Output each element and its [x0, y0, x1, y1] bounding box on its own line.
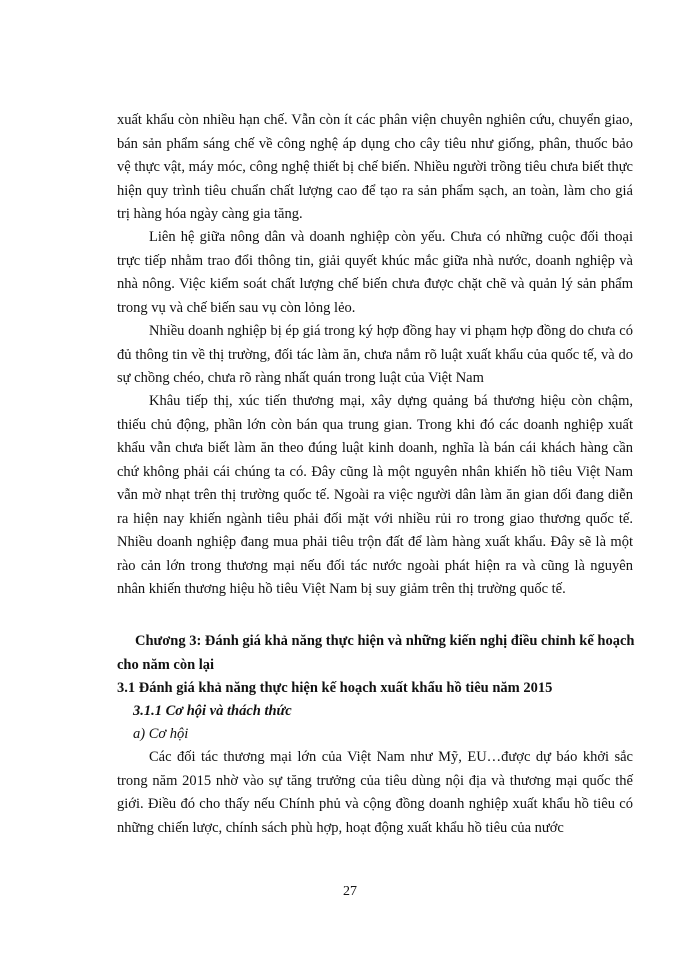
paragraph-1: xuất khẩu còn nhiều hạn chế. Vẫn còn ít các phân viện chuyên nghiên cứu, chuyển giao, bán sản phẩm sáng chế về công nghệ áp dụng cho cây tiêu như giống, phân, thuốc bảo vệ thực vật, máy móc, công nghệ thiết bị chế biến. Nhiều người trồng tiêu chưa biết thực hiện quy trình tiêu chuẩn chất lượng cao để tạo ra sản phẩm sạch, an toàn, làm cho giá trị hàng hóa ngày càng gia tăng.: [117, 112, 633, 222]
paragraph-3: Nhiều doanh nghiệp bị ép giá trong ký hợp đồng hay vi phạm hợp đồng do chưa có đủ thông tin về thị trường, đối tác làm ăn, chưa nắm rõ luật xuất khẩu của quốc tế, và do sự chồng chéo, chưa rõ ràng nhất quán trong luật của Việt Nam: [117, 323, 633, 386]
paragraph-5: Các đối tác thương mại lớn của Việt Nam như Mỹ, EU…được dự báo khởi sắc trong năm 2015 nhờ vào sự tăng trưởng của tiêu dùng nội địa và thương mại quốc thế giới. Điều đó cho thấy nếu Chính phủ và cộng đồng doanh nghiệp xuất khẩu hồ tiêu có những chiến lược, chính sách phù hợp, hoạt động xuất khẩu hồ tiêu của nước: [117, 749, 633, 836]
item-label: a) Cơ hội: [133, 726, 189, 742]
chapter-heading: Chương 3: Đánh giá khả năng thực hiện và những kiến nghị điều chỉnh kế hoạch cho năm còn lại: [117, 633, 635, 673]
subsection-heading: 3.1.1 Cơ hội và thách thức: [133, 703, 292, 719]
paragraph-4: Khâu tiếp thị, xúc tiến thương mại, xây dựng quảng bá thương hiệu còn chậm, thiếu chủ động, phần lớn còn bán qua trung gian. Trong khi đó các doanh nghiệp xuất khẩu vẫn chưa biết làm ăn theo đúng luật kinh doanh, nghĩa là bán cái khách hàng cần chứ không phải cái chúng ta có. Đây cũng là một nguyên nhân khiến hồ tiêu Việt Nam vẫn mờ nhạt trên thị trường quốc tế. Ngoài ra việc người dân làm ăn gian dối đang diễn ra hiện nay khiến ngành tiêu phải đối mặt với nhiều rủi ro trong giao thương quốc tế. Nhiều doanh nghiệp đang mua phải tiêu trộn đất để làm hàng xuất khẩu. Đây sẽ là một rào cản lớn trong thương mại nếu đối tác nước ngoài phát hiện ra và cũng là nguyên nhân khiến thương hiệu hồ tiêu Việt Nam bị suy giảm trên thị trường quốc tế.: [117, 393, 633, 597]
paragraph-2: Liên hệ giữa nông dân và doanh nghiệp còn yếu. Chưa có những cuộc đối thoại trực tiếp nhằm trao đổi thông tin, giải quyết khúc mắc giữa nhà nước, doanh nghiệp và nhà nông. Việc kiểm soát chất lượng chế biến chưa được chặt chẽ và quản lý sản phẩm trong vụ và chế biến sau vụ còn lỏng lẻo.: [117, 229, 633, 316]
section-heading: 3.1 Đánh giá khả năng thực hiện kế hoạch xuất khẩu hồ tiêu năm 2015: [117, 680, 553, 696]
page-number: 27: [343, 884, 357, 899]
